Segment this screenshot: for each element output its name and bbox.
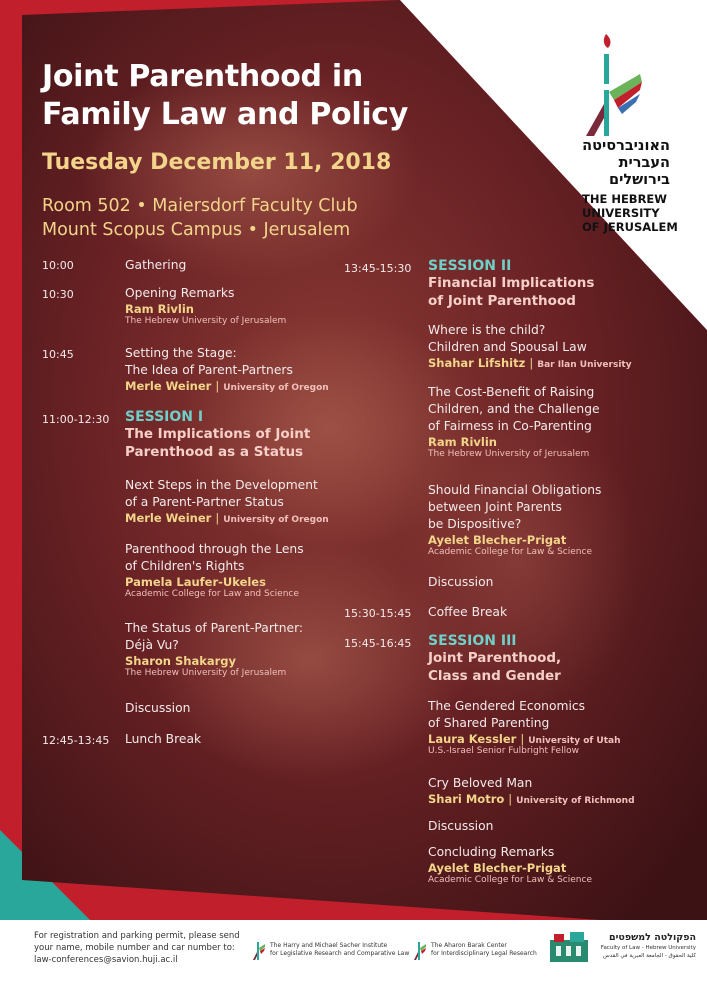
time-session1: 11:00-12:30 [42, 413, 110, 426]
opening-title: Opening Remarks [125, 286, 235, 300]
huji-hebrew-line3: בירושלים [609, 172, 670, 188]
s1-talk1-title1: Next Steps in the Development [125, 478, 318, 492]
session1-title1: The Implications of Joint [125, 426, 311, 442]
s3-talk1-affiliation: University of Utah [528, 736, 621, 746]
huji-hebrew-line1: האוניברסיטה [582, 138, 670, 154]
session2-title1: Financial Implications [428, 275, 595, 291]
opening-speaker: Ram Rivlin [125, 302, 194, 316]
session3-title1: Joint Parenthood, [428, 650, 562, 666]
session1-label: SESSION I [125, 409, 204, 425]
s2-talk3-title3: be Dispositive? [428, 517, 522, 531]
s2-discussion: Discussion [428, 575, 494, 589]
s2-talk2-affiliation: The Hebrew University of Jerusalem [428, 449, 590, 459]
faculty-of-law-logo [548, 930, 698, 970]
huji-emblem-small-icon [252, 938, 266, 962]
session2-title2: of Joint Parenthood [428, 293, 576, 309]
s2-talk1-title1: Where is the child? [428, 323, 546, 337]
session2-label: SESSION II [428, 258, 512, 274]
s3-talk1-title1: The Gendered Economics [428, 699, 586, 713]
time-session2: 13:45-15:30 [344, 262, 412, 275]
stage-title1: Setting the Stage: [125, 346, 237, 360]
s2-talk3-title1: Should Financial Obligations [428, 483, 602, 497]
s3-talk2-speaker: Shari Motro [428, 792, 505, 806]
faculty-line2: Faculty of Law - Hebrew University [600, 945, 696, 951]
s3-discussion: Discussion [428, 819, 494, 833]
gathering-title: Gathering [125, 258, 187, 272]
title-line2: Family Law and Policy [42, 97, 409, 132]
coffee-title: Coffee Break [428, 605, 508, 619]
s2-talk2-title1: The Cost-Benefit of Raising [428, 385, 595, 399]
lunch-title: Lunch Break [125, 732, 202, 746]
s1-talk3-affiliation: The Hebrew University of Jerusalem [125, 668, 287, 678]
huji-english-line2: UNIVERSITY [582, 206, 660, 220]
title-line1: Joint Parenthood in [42, 59, 363, 94]
s1-talk2-affiliation: Academic College for Law and Science [125, 589, 299, 599]
barak-line2: for Interdisciplinary Legal Research [431, 950, 537, 957]
time-opening: 10:30 [42, 288, 74, 301]
sacher-line2: for Legislative Research and Comparative Law [270, 950, 410, 957]
huji-english-line3: OF JERUSALEM [582, 220, 678, 234]
s1-talk2-title1: Parenthood through the Lens [125, 542, 304, 556]
footer [0, 920, 707, 1000]
s1-talk3-title2: Déjà Vu? [125, 638, 179, 652]
concluding-title: Concluding Remarks [428, 845, 555, 859]
s3-talk1-speaker: Laura Kessler [428, 732, 517, 746]
s3-talk2-affiliation: University of Richmond [516, 796, 635, 806]
s1-talk1-speaker: Merle Weiner [125, 511, 212, 525]
s2-talk1-speaker: Shahar Lifshitz [428, 356, 526, 370]
time-session3: 15:45-16:45 [344, 637, 412, 650]
university-logo [582, 32, 692, 242]
stage-speaker: Merle Weiner [125, 379, 212, 393]
s2-talk3-affiliation: Academic College for Law & Science [428, 547, 592, 557]
barak-line1: The Aharon Barak Center [431, 942, 507, 949]
huji-emblem-icon [584, 32, 644, 138]
registration-line1: For registration and parking permit, please send [34, 931, 240, 941]
s2-talk3-title2: between Joint Parents [428, 500, 562, 514]
registration-line2: your name, mobile number and car number to: [34, 943, 235, 953]
huji-hebrew-line2: העברית [618, 155, 670, 171]
s2-talk1-title2: Children and Spousal Law [428, 340, 587, 354]
session1-title2: Parenthood as a Status [125, 444, 304, 460]
huji-emblem-small-icon [413, 938, 427, 962]
stage-title2: The Idea of Parent-Partners [125, 363, 293, 377]
faculty-line3: كلية الحقوق - الجامعة العبرية في القدس [603, 953, 696, 959]
registration-email[interactable]: law-conferences@savion.huji.ac.il [34, 955, 178, 965]
sacher-line1: The Harry and Michael Sacher Institute [270, 942, 388, 949]
faculty-building-icon [548, 930, 590, 964]
s2-talk3-speaker: Ayelet Blecher-Prigat [428, 533, 567, 547]
session3-label: SESSION III [428, 633, 517, 649]
time-gathering: 10:00 [42, 259, 74, 272]
s2-talk2-speaker: Ram Rivlin [428, 435, 497, 449]
venue-line2: Mount Scopus Campus • Jerusalem [42, 220, 351, 240]
stage-affiliation: University of Oregon [223, 383, 329, 393]
venue-line1: Room 502 • Maiersdorf Faculty Club [42, 196, 358, 216]
concluding-affiliation: Academic College for Law & Science [428, 875, 592, 885]
s2-talk2-title3: of Fairness in Co-Parenting [428, 419, 592, 433]
faculty-hebrew: הפקולטה למשפטים [608, 932, 696, 943]
time-lunch: 12:45-13:45 [42, 734, 110, 747]
s3-talk2-title1: Cry Beloved Man [428, 776, 533, 790]
event-date: Tuesday December 11, 2018 [42, 150, 392, 175]
poster: Joint Parenthood in Family Law and Policy Tuesday December 11, 2018 Room 502 • Maiersdorf Faculty Club Mount Scopus Campus • Jerusalem האוניברסיטה העברית בירושלים THE HEBREW UNIVERSITY OF JERUSALEM 10:00 Gathering 10:30 Opening Remarks Ram Rivlin The Hebrew University of Jerusalem 10:45 Setting the Stage: The Idea of Parent-Partners Merle Weiner | University of Oregon 11:00-12:30 SESSION I The Implications of Joint Parenthood as a Status Next Steps in the Development of a Parent-Partner Status Merle Weiner | University of Oregon Parenthood through the Lens of Children's Rights Pamela Laufer-Ukeles Academic College for Law and Science The Status of Parent-Partner: Déjà Vu? Sharon Shakargy The Hebrew University of Jerusalem Discussion 12:45-13:45 Lunch Break 13:45-15:30 SESSION II Financial Implications of Joint Parenthood Where is the child? Children and Spousal Law Shahar Lifshitz | Bar Ilan University The Cost-Benefit of Raising Children, and the Challenge of Fairness in Co-Parenting Ram Rivlin The Hebrew University of Jerusalem Should Financial Obligations between Joint Parents be Dispositive? Ayelet Blecher-Prigat Academic College for Law & Science Discussion 15:30-15:45 Coffee Break 15:45-16:45 SESSION III Joint Parenthood, Class and Gender The Gendered Economics of Shared Parenting Laura Kessler | University of Utah U.S.-Israel Senior Fulbright Fellow Cry Beloved Man Shari Motro | University of Richmond Discussion Concluding Remarks Ayelet Blecher-Prigat Academic College for Law & Science [0, 0, 707, 920]
huji-english-line1: THE HEBREW [582, 192, 667, 206]
time-coffee: 15:30-15:45 [344, 607, 412, 620]
s1-talk3-speaker: Sharon Shakargy [125, 654, 237, 668]
s1-discussion: Discussion [125, 701, 191, 715]
s1-talk1-affiliation: University of Oregon [223, 515, 329, 525]
s1-talk1-title2: of a Parent-Partner Status [125, 495, 284, 509]
s1-talk2-title2: of Children's Rights [125, 559, 245, 573]
s3-talk1-affiliation2: U.S.-Israel Senior Fulbright Fellow [428, 746, 579, 756]
s1-talk2-speaker: Pamela Laufer-Ukeles [125, 575, 266, 589]
time-stage: 10:45 [42, 348, 74, 361]
concluding-speaker: Ayelet Blecher-Prigat [428, 861, 567, 875]
session3-title2: Class and Gender [428, 668, 561, 684]
opening-affiliation: The Hebrew University of Jerusalem [125, 316, 287, 326]
s1-talk3-title1: The Status of Parent-Partner: [125, 621, 304, 635]
s2-talk1-affiliation: Bar Ilan University [537, 360, 632, 370]
s3-talk1-title2: of Shared Parenting [428, 716, 550, 730]
s2-talk2-title2: Children, and the Challenge [428, 402, 600, 416]
